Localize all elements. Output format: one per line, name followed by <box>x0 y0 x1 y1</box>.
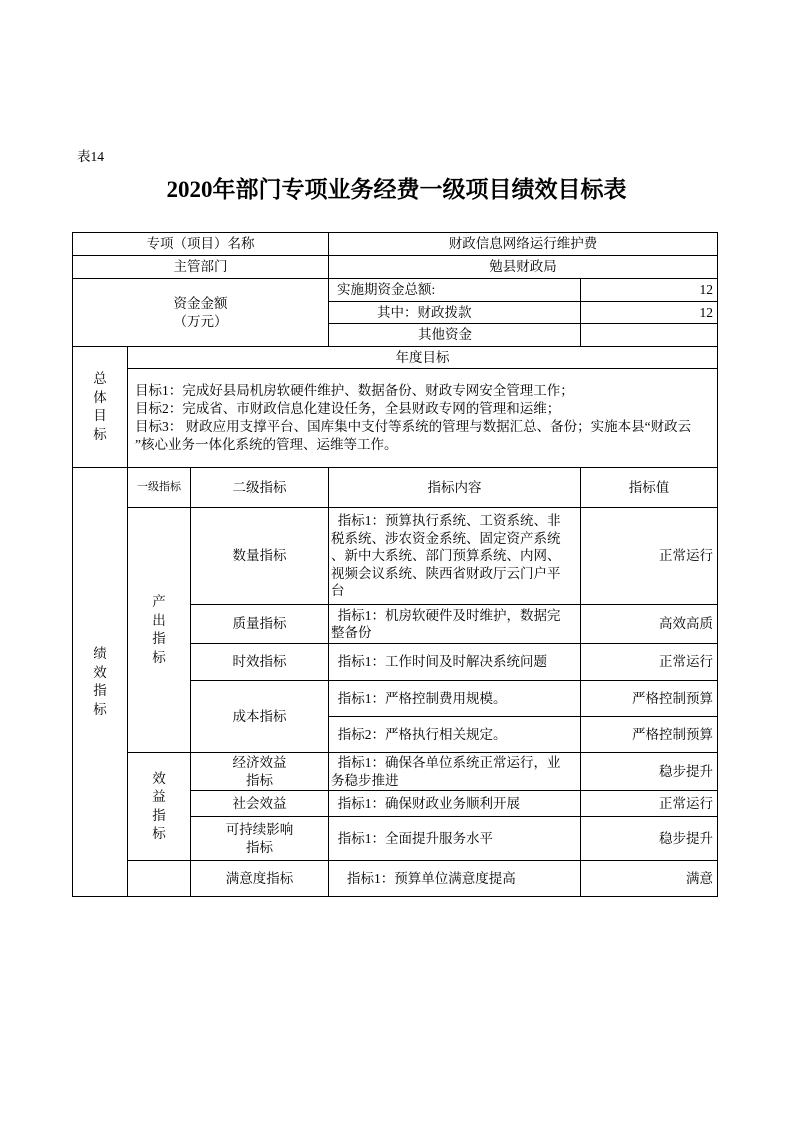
project-name-label: 专项（项目）名称 <box>146 236 255 252</box>
social-label: 社会效益 <box>232 795 287 811</box>
satisfaction-label-cell <box>190 860 329 897</box>
header-content-cell <box>328 467 581 508</box>
timeliness-label-cell <box>190 643 329 681</box>
header-level2-cell <box>190 467 329 508</box>
economic-label: 经济效益 指标 <box>232 754 287 788</box>
cost-label-cell <box>190 680 329 753</box>
header-value-cell <box>580 467 718 508</box>
economic-value: 稳步提升 <box>659 763 713 779</box>
quality-value-cell <box>580 604 718 644</box>
overall-target-label: 总体目标 <box>93 371 107 442</box>
performance-target-table <box>72 232 718 897</box>
social-value-cell <box>580 790 718 817</box>
header-level2: 二级指标 <box>232 479 287 495</box>
sustainable-label: 可持续影响 指标 <box>225 821 294 855</box>
overall-target-label-cell <box>72 346 128 468</box>
cost-content-cell <box>328 680 581 717</box>
sustainable-label-cell <box>190 816 329 861</box>
funding-total-value: 12 <box>699 282 713 298</box>
funding-fiscal-label: 其中：财政拨款 <box>377 304 472 320</box>
quality-content: 指标1：机房软硬件及时维护，数据完整备份 <box>331 607 561 640</box>
sustainable-content: 指标1：全面提升服务水平 <box>337 830 493 846</box>
satisfaction-content: 指标1：预算单位满意度提高 <box>347 870 516 886</box>
social-content-cell <box>328 790 581 817</box>
funding-other-label: 其他资金 <box>418 327 472 343</box>
satisfaction-value-cell <box>580 860 718 897</box>
quantity-content-cell <box>328 507 581 605</box>
department-value: 勉县财政局 <box>489 259 557 275</box>
cost-value-cell <box>580 680 718 717</box>
department-label-cell <box>72 255 329 279</box>
quantity-content: 指标1：预算执行系统、工资系统、非税系统、涉农资金系统、固定资产系统、新中大系统、部门预算系统、内网、视频会议系统、陕西省财政厅云门户平台 <box>331 513 561 599</box>
quantity-value: 正常运行 <box>659 548 713 564</box>
annual-target-header-cell <box>127 346 718 369</box>
funding-fiscal-value-cell <box>580 301 718 324</box>
sustainable-value: 稳步提升 <box>659 830 713 846</box>
quantity-value-cell <box>580 507 718 605</box>
quality-content-cell <box>328 604 581 644</box>
quantity-label-cell <box>190 507 329 605</box>
project-name-label-cell <box>72 232 329 256</box>
cost-value: 严格控制预算 <box>632 726 713 742</box>
objective-item: 目标1：完成好县局机房软硬件维护、数据备份、财政专网安全管理工作； <box>135 383 574 398</box>
table-number: 表14 <box>77 149 104 164</box>
header-level1: 一级指标 <box>137 480 181 493</box>
timeliness-content: 指标1：工作时间及时解决系统问题 <box>337 654 547 670</box>
cost-value: 严格控制预算 <box>632 690 713 706</box>
satisfaction-label: 满意度指标 <box>225 870 294 886</box>
satisfaction-level1-cell <box>127 860 191 897</box>
timeliness-label: 时效指标 <box>232 654 287 670</box>
cost-content: 指标1：严格控制费用规模。 <box>337 690 507 706</box>
economic-label-cell <box>190 752 329 791</box>
document-title: 2020年部门专项业务经费一级项目绩效目标表 <box>166 177 627 202</box>
social-content: 指标1：确保财政业务顺利开展 <box>337 795 520 811</box>
funding-fiscal-label-cell <box>328 301 581 324</box>
timeliness-value-cell <box>580 643 718 681</box>
cost-label: 成本指标 <box>232 708 287 724</box>
output-indicator-label: 产出指标 <box>152 594 166 665</box>
sustainable-value-cell <box>580 816 718 861</box>
objective-item: 目标3： 财政应用支撑平台、国库集中支付等系统的管理与数据汇总、备份；实施本县“财政云”核心业务一体化系统的管理、运维等工作。 <box>135 419 692 452</box>
output-indicator-cell <box>127 507 191 753</box>
benefit-indicator-label: 效益指标 <box>152 770 166 841</box>
funding-label: 资金金额 （万元） <box>173 295 228 329</box>
sustainable-content-cell <box>328 816 581 861</box>
funding-other-label-cell <box>328 323 581 347</box>
department-label: 主管部门 <box>173 259 228 275</box>
indicators-label: 绩效指标 <box>93 646 107 717</box>
economic-content-cell <box>328 752 581 791</box>
funding-other-value-cell <box>580 323 718 347</box>
funding-total-label-cell <box>328 278 581 302</box>
satisfaction-value: 满意 <box>686 870 713 886</box>
project-name-value-cell <box>328 232 718 256</box>
quality-label-cell <box>190 604 329 644</box>
cost-content: 指标2：严格执行相关规定。 <box>337 726 507 742</box>
economic-content: 指标1：确保各单位系统正常运行，业务稳步推进 <box>331 755 561 788</box>
social-label-cell <box>190 790 329 817</box>
funding-total-label: 实施期资金总额: <box>337 282 436 298</box>
quantity-label: 数量指标 <box>232 548 287 564</box>
funding-label-cell <box>72 278 329 347</box>
header-content: 指标内容 <box>427 479 482 495</box>
objectives-list <box>135 382 697 454</box>
cost-value-cell <box>580 716 718 753</box>
quality-label: 质量指标 <box>232 616 287 632</box>
indicators-label-cell <box>72 467 128 897</box>
cost-content-cell <box>328 716 581 753</box>
benefit-indicator-cell <box>127 752 191 861</box>
economic-value-cell <box>580 752 718 791</box>
header-level1-cell <box>127 467 191 508</box>
satisfaction-content-cell <box>328 860 581 897</box>
project-name-value: 财政信息网络运行维护费 <box>448 236 598 252</box>
funding-fiscal-value: 12 <box>699 304 713 320</box>
timeliness-content-cell <box>328 643 581 681</box>
quality-value: 高效高质 <box>659 616 713 632</box>
timeliness-value: 正常运行 <box>659 654 713 670</box>
annual-target-header: 年度目标 <box>395 349 450 365</box>
department-value-cell <box>328 255 718 279</box>
objective-item: 目标2：完成省、市财政信息化建设任务，全县财政专网的管理和运维； <box>135 401 561 416</box>
social-value: 正常运行 <box>659 795 713 811</box>
header-value: 指标值 <box>628 479 670 495</box>
funding-total-value-cell <box>580 278 718 302</box>
annual-target-body-cell <box>127 368 718 468</box>
